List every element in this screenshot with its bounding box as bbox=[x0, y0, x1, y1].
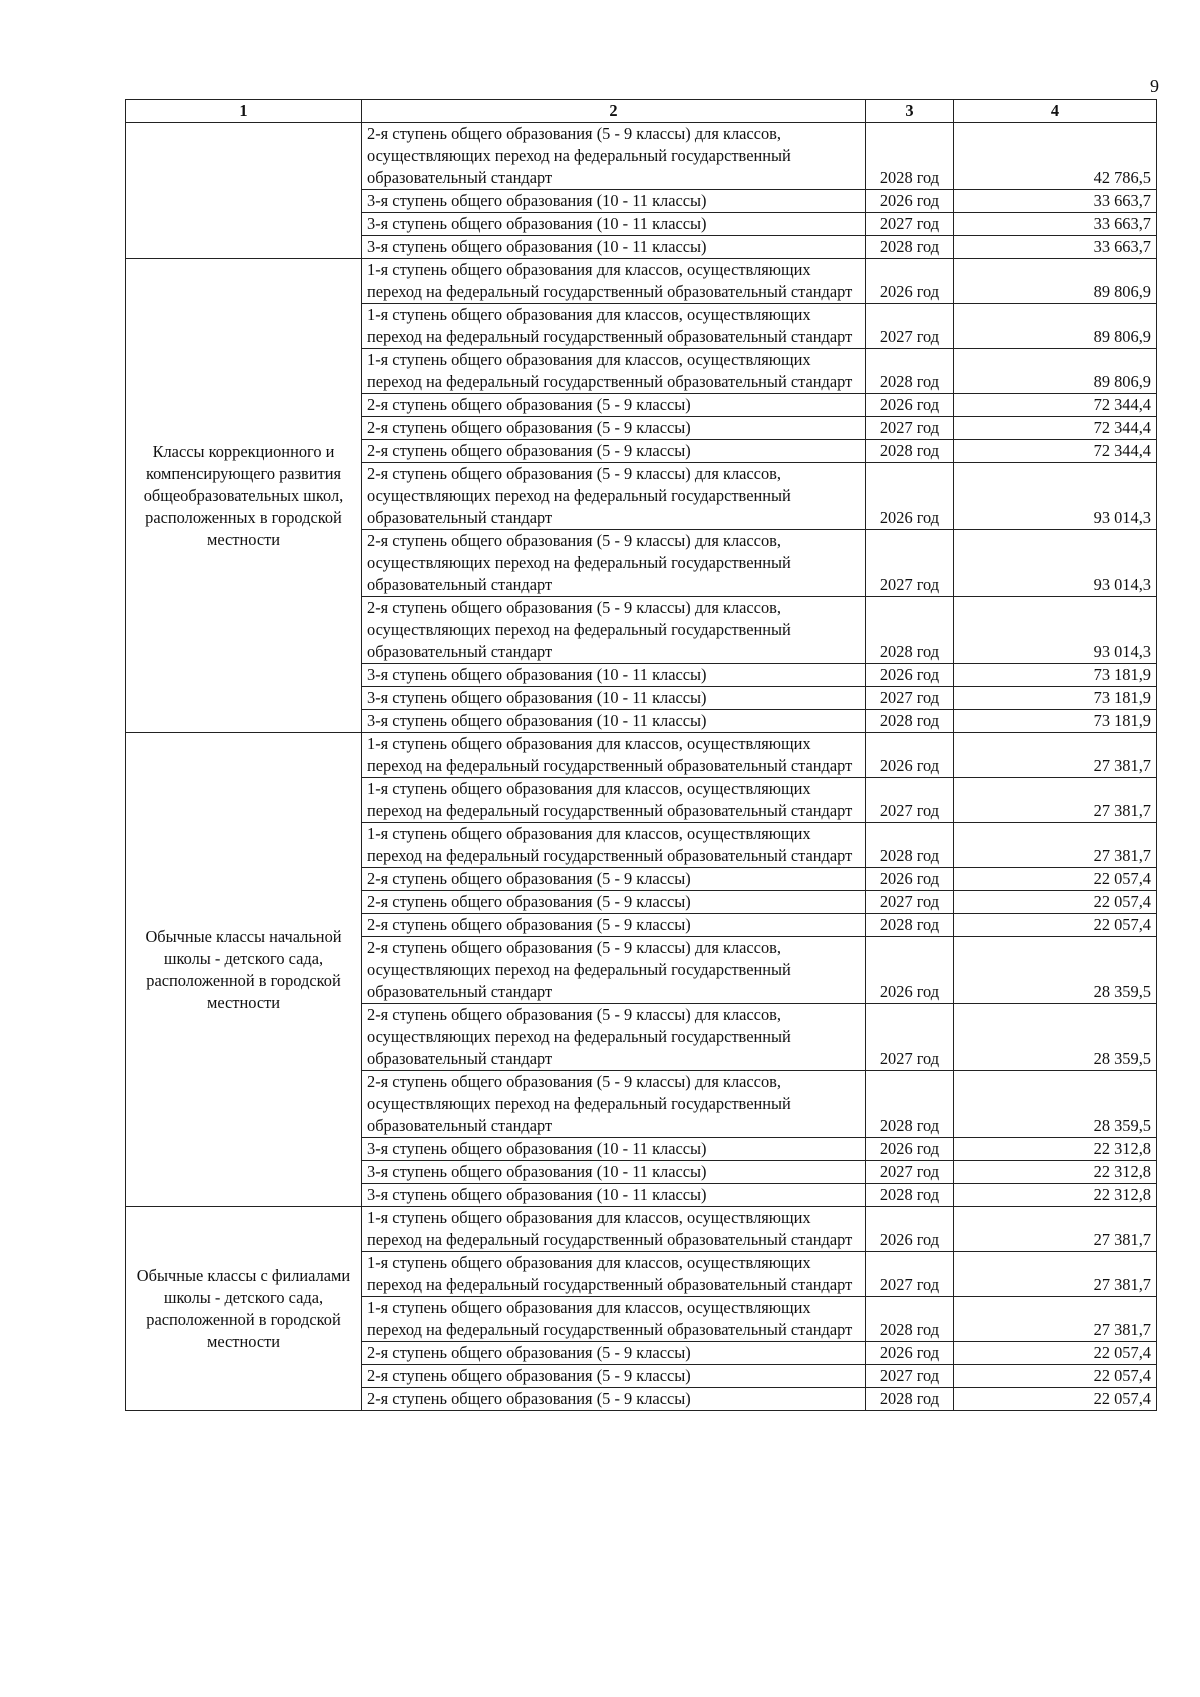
value-cell: 89 806,9 bbox=[954, 349, 1157, 394]
level-cell: 2-я ступень общего образования (5 - 9 классы) bbox=[362, 868, 866, 891]
year-cell: 2027 год bbox=[866, 304, 954, 349]
column-header-3: 3 bbox=[866, 100, 954, 123]
year-cell: 2026 год bbox=[866, 1342, 954, 1365]
year-cell: 2028 год bbox=[866, 1388, 954, 1411]
value-cell: 27 381,7 bbox=[954, 1297, 1157, 1342]
year-cell: 2027 год bbox=[866, 213, 954, 236]
year-cell: 2027 год bbox=[866, 1365, 954, 1388]
level-cell: 2-я ступень общего образования (5 - 9 классы) bbox=[362, 1365, 866, 1388]
year-cell: 2026 год bbox=[866, 733, 954, 778]
year-cell: 2026 год bbox=[866, 394, 954, 417]
level-cell: 1-я ступень общего образования для классов, осуществляющих переход на федеральный государственный образовательный стандарт bbox=[362, 349, 866, 394]
value-cell: 89 806,9 bbox=[954, 304, 1157, 349]
year-cell: 2028 год bbox=[866, 823, 954, 868]
value-cell: 73 181,9 bbox=[954, 664, 1157, 687]
level-cell: 2-я ступень общего образования (5 - 9 классы) для классов, осуществляющих переход на федеральный государственный образовательный стандарт bbox=[362, 123, 866, 190]
year-cell: 2026 год bbox=[866, 1207, 954, 1252]
level-cell: 1-я ступень общего образования для классов, осуществляющих переход на федеральный государственный образовательный стандарт bbox=[362, 304, 866, 349]
table-row bbox=[126, 259, 1157, 304]
header-row bbox=[126, 100, 1157, 123]
value-cell: 33 663,7 bbox=[954, 190, 1157, 213]
category-cell: Классы коррекционного и компенсирующего развития общеобразовательных школ, расположенных в городской местности bbox=[126, 259, 362, 733]
year-cell: 2026 год bbox=[866, 1138, 954, 1161]
table-row bbox=[126, 733, 1157, 778]
value-cell: 22 312,8 bbox=[954, 1161, 1157, 1184]
year-cell: 2026 год bbox=[866, 190, 954, 213]
value-cell: 27 381,7 bbox=[954, 778, 1157, 823]
level-cell: 2-я ступень общего образования (5 - 9 классы) bbox=[362, 394, 866, 417]
value-cell: 28 359,5 bbox=[954, 1071, 1157, 1138]
value-cell: 73 181,9 bbox=[954, 710, 1157, 733]
level-cell: 1-я ступень общего образования для классов, осуществляющих переход на федеральный государственный образовательный стандарт bbox=[362, 778, 866, 823]
value-cell: 28 359,5 bbox=[954, 937, 1157, 1004]
year-cell: 2026 год bbox=[866, 868, 954, 891]
year-cell: 2027 год bbox=[866, 1161, 954, 1184]
value-cell: 89 806,9 bbox=[954, 259, 1157, 304]
level-cell: 3-я ступень общего образования (10 - 11 классы) bbox=[362, 1138, 866, 1161]
year-cell: 2027 год bbox=[866, 1252, 954, 1297]
value-cell: 22 057,4 bbox=[954, 1342, 1157, 1365]
level-cell: 2-я ступень общего образования (5 - 9 классы) для классов, осуществляющих переход на федеральный государственный образовательный стандарт bbox=[362, 1071, 866, 1138]
value-cell: 22 312,8 bbox=[954, 1184, 1157, 1207]
value-cell: 27 381,7 bbox=[954, 823, 1157, 868]
category-cell: Обычные классы с филиалами школы - детского сада, расположенной в городской местности bbox=[126, 1207, 362, 1411]
value-cell: 27 381,7 bbox=[954, 733, 1157, 778]
year-cell: 2028 год bbox=[866, 236, 954, 259]
value-cell: 22 057,4 bbox=[954, 1388, 1157, 1411]
level-cell: 2-я ступень общего образования (5 - 9 классы) для классов, осуществляющих переход на федеральный государственный образовательный стандарт bbox=[362, 463, 866, 530]
year-cell: 2028 год bbox=[866, 597, 954, 664]
level-cell: 1-я ступень общего образования для классов, осуществляющих переход на федеральный государственный образовательный стандарт bbox=[362, 823, 866, 868]
year-cell: 2028 год bbox=[866, 1297, 954, 1342]
value-cell: 22 312,8 bbox=[954, 1138, 1157, 1161]
value-cell: 22 057,4 bbox=[954, 891, 1157, 914]
value-cell: 27 381,7 bbox=[954, 1252, 1157, 1297]
year-cell: 2028 год bbox=[866, 710, 954, 733]
value-cell: 27 381,7 bbox=[954, 1207, 1157, 1252]
value-cell: 72 344,4 bbox=[954, 394, 1157, 417]
table-body bbox=[126, 123, 1157, 1411]
level-cell: 2-я ступень общего образования (5 - 9 классы) bbox=[362, 1342, 866, 1365]
level-cell: 3-я ступень общего образования (10 - 11 классы) bbox=[362, 236, 866, 259]
value-cell: 72 344,4 bbox=[954, 417, 1157, 440]
level-cell: 2-я ступень общего образования (5 - 9 классы) bbox=[362, 891, 866, 914]
level-cell: 2-я ступень общего образования (5 - 9 классы) для классов, осуществляющих переход на федеральный государственный образовательный стандарт bbox=[362, 937, 866, 1004]
level-cell: 2-я ступень общего образования (5 - 9 классы) для классов, осуществляющих переход на федеральный государственный образовательный стандарт bbox=[362, 597, 866, 664]
level-cell: 3-я ступень общего образования (10 - 11 классы) bbox=[362, 687, 866, 710]
level-cell: 2-я ступень общего образования (5 - 9 классы) bbox=[362, 440, 866, 463]
year-cell: 2028 год bbox=[866, 1071, 954, 1138]
year-cell: 2027 год bbox=[866, 417, 954, 440]
column-header-2: 2 bbox=[362, 100, 866, 123]
category-cell: Обычные классы начальной школы - детского сада, расположенной в городской местности bbox=[126, 733, 362, 1207]
level-cell: 3-я ступень общего образования (10 - 11 классы) bbox=[362, 190, 866, 213]
year-cell: 2027 год bbox=[866, 687, 954, 710]
normative-cost-table bbox=[125, 99, 1157, 1411]
year-cell: 2027 год bbox=[866, 778, 954, 823]
value-cell: 93 014,3 bbox=[954, 530, 1157, 597]
year-cell: 2027 год bbox=[866, 530, 954, 597]
category-cell bbox=[126, 123, 362, 259]
value-cell: 42 786,5 bbox=[954, 123, 1157, 190]
level-cell: 2-я ступень общего образования (5 - 9 классы) bbox=[362, 417, 866, 440]
level-cell: 2-я ступень общего образования (5 - 9 классы) для классов, осуществляющих переход на федеральный государственный образовательный стандарт bbox=[362, 1004, 866, 1071]
table-row bbox=[126, 1207, 1157, 1252]
value-cell: 22 057,4 bbox=[954, 1365, 1157, 1388]
level-cell: 1-я ступень общего образования для классов, осуществляющих переход на федеральный государственный образовательный стандарт bbox=[362, 259, 866, 304]
column-header-4: 4 bbox=[954, 100, 1157, 123]
year-cell: 2028 год bbox=[866, 1184, 954, 1207]
level-cell: 1-я ступень общего образования для классов, осуществляющих переход на федеральный государственный образовательный стандарт bbox=[362, 1297, 866, 1342]
table-row bbox=[126, 123, 1157, 190]
year-cell: 2027 год bbox=[866, 891, 954, 914]
year-cell: 2028 год bbox=[866, 123, 954, 190]
year-cell: 2028 год bbox=[866, 349, 954, 394]
year-cell: 2028 год bbox=[866, 440, 954, 463]
level-cell: 1-я ступень общего образования для классов, осуществляющих переход на федеральный государственный образовательный стандарт bbox=[362, 1207, 866, 1252]
level-cell: 1-я ступень общего образования для классов, осуществляющих переход на федеральный государственный образовательный стандарт bbox=[362, 1252, 866, 1297]
page-number: 9 bbox=[1150, 76, 1159, 96]
value-cell: 33 663,7 bbox=[954, 236, 1157, 259]
level-cell: 2-я ступень общего образования (5 - 9 классы) для классов, осуществляющих переход на федеральный государственный образовательный стандарт bbox=[362, 530, 866, 597]
level-cell: 2-я ступень общего образования (5 - 9 классы) bbox=[362, 1388, 866, 1411]
level-cell: 3-я ступень общего образования (10 - 11 классы) bbox=[362, 1161, 866, 1184]
value-cell: 93 014,3 bbox=[954, 463, 1157, 530]
value-cell: 22 057,4 bbox=[954, 914, 1157, 937]
level-cell: 3-я ступень общего образования (10 - 11 классы) bbox=[362, 1184, 866, 1207]
year-cell: 2027 год bbox=[866, 1004, 954, 1071]
level-cell: 1-я ступень общего образования для классов, осуществляющих переход на федеральный государственный образовательный стандарт bbox=[362, 733, 866, 778]
value-cell: 73 181,9 bbox=[954, 687, 1157, 710]
level-cell: 3-я ступень общего образования (10 - 11 классы) bbox=[362, 664, 866, 687]
year-cell: 2026 год bbox=[866, 664, 954, 687]
year-cell: 2028 год bbox=[866, 914, 954, 937]
level-cell: 2-я ступень общего образования (5 - 9 классы) bbox=[362, 914, 866, 937]
value-cell: 93 014,3 bbox=[954, 597, 1157, 664]
year-cell: 2026 год bbox=[866, 259, 954, 304]
value-cell: 33 663,7 bbox=[954, 213, 1157, 236]
value-cell: 72 344,4 bbox=[954, 440, 1157, 463]
level-cell: 3-я ступень общего образования (10 - 11 классы) bbox=[362, 213, 866, 236]
value-cell: 22 057,4 bbox=[954, 868, 1157, 891]
year-cell: 2026 год bbox=[866, 463, 954, 530]
year-cell: 2026 год bbox=[866, 937, 954, 1004]
level-cell: 3-я ступень общего образования (10 - 11 классы) bbox=[362, 710, 866, 733]
column-header-1: 1 bbox=[126, 100, 362, 123]
value-cell: 28 359,5 bbox=[954, 1004, 1157, 1071]
